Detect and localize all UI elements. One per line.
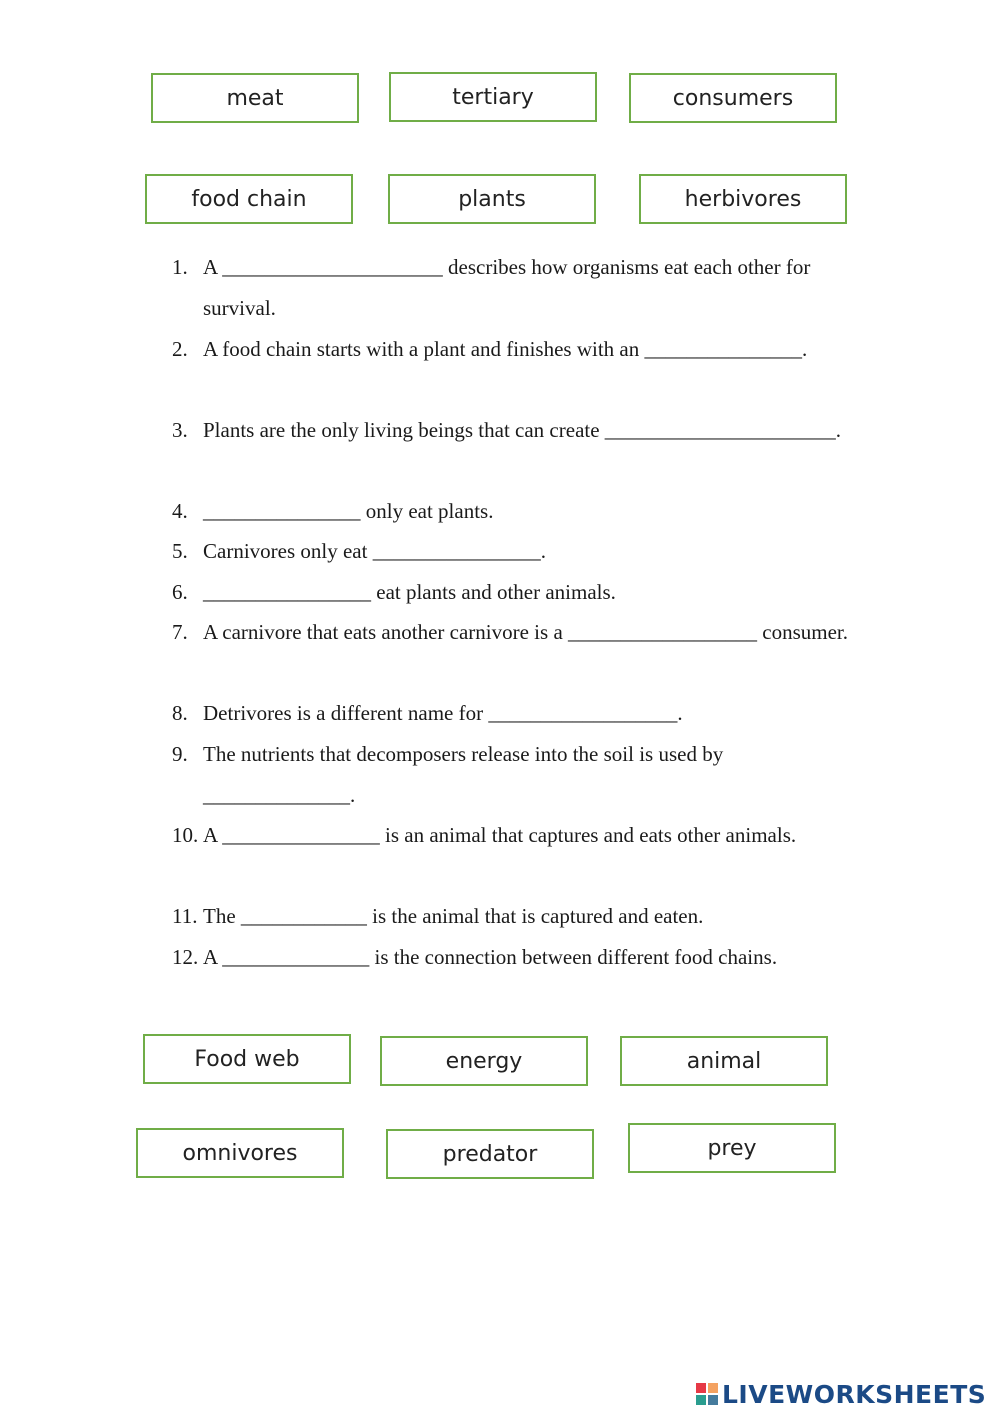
logo-square-3 [696,1395,706,1405]
logo-square-2 [708,1383,718,1393]
question-12 [172,937,872,978]
question-2 [172,329,872,370]
word-card-omnivores[interactable]: omnivores [136,1128,344,1178]
logo-text: LIVEWORKSHEETS [722,1379,987,1409]
question-9 [172,734,872,815]
question-number: 8. [172,701,188,725]
logo-mark-icon [696,1383,718,1405]
question-text[interactable]: A _____________________ describes how organisms eat each other for survival. [203,255,811,320]
question-number: 9. [172,742,188,766]
word-card-animal[interactable]: animal [620,1036,828,1086]
question-text[interactable]: A ______________ is the connection between different food chains. [203,945,778,969]
question-text[interactable]: A _______________ is an animal that captures and eats other animals. [203,823,797,847]
word-card-meat[interactable]: meat [151,73,359,123]
word-card-herbivores[interactable]: herbivores [639,174,847,224]
word-card-plants[interactable]: plants [388,174,596,224]
question-number: 7. [172,620,188,644]
question-number: 2. [172,337,188,361]
question-number: 11. [172,904,198,928]
question-text[interactable]: The nutrients that decomposers release into the soil is used by ______________. [203,742,724,807]
word-card-food-web[interactable]: Food web [143,1034,351,1084]
word-card-consumers[interactable]: consumers [629,73,837,123]
question-4 [172,491,872,532]
question-11 [172,896,872,937]
word-card-prey[interactable]: prey [628,1123,836,1173]
question-10 [172,815,872,856]
question-text[interactable]: _______________ only eat plants. [203,499,494,523]
question-5 [172,531,872,572]
question-text[interactable]: ________________ eat plants and other animals. [203,580,616,604]
question-text[interactable]: Carnivores only eat ________________. [203,539,546,563]
question-text[interactable]: Detrivores is a different name for __________________. [203,701,683,725]
question-text[interactable]: A food chain starts with a plant and finishes with an _______________. [203,337,808,361]
word-card-food-chain[interactable]: food chain [145,174,353,224]
question-6 [172,572,872,613]
question-8 [172,693,872,734]
word-card-tertiary[interactable]: tertiary [389,72,597,122]
question-text[interactable]: A carnivore that eats another carnivore is a __________________ consumer. [203,620,848,644]
word-card-energy[interactable]: energy [380,1036,588,1086]
question-number: 12. [172,945,199,969]
logo-square-1 [696,1383,706,1393]
question-number: 1. [172,255,188,279]
liveworksheets-logo [696,1376,986,1412]
question-3 [172,410,872,451]
question-number: 10. [172,823,199,847]
question-number: 5. [172,539,188,563]
logo-square-4 [708,1395,718,1405]
question-number: 4. [172,499,188,523]
question-number: 3. [172,418,188,442]
question-1 [172,247,872,328]
question-number: 6. [172,580,188,604]
question-text[interactable]: Plants are the only living beings that can create ______________________. [203,418,842,442]
word-card-predator[interactable]: predator [386,1129,594,1179]
question-7 [172,612,872,653]
question-text[interactable]: The ____________ is the animal that is captured and eaten. [203,904,704,928]
